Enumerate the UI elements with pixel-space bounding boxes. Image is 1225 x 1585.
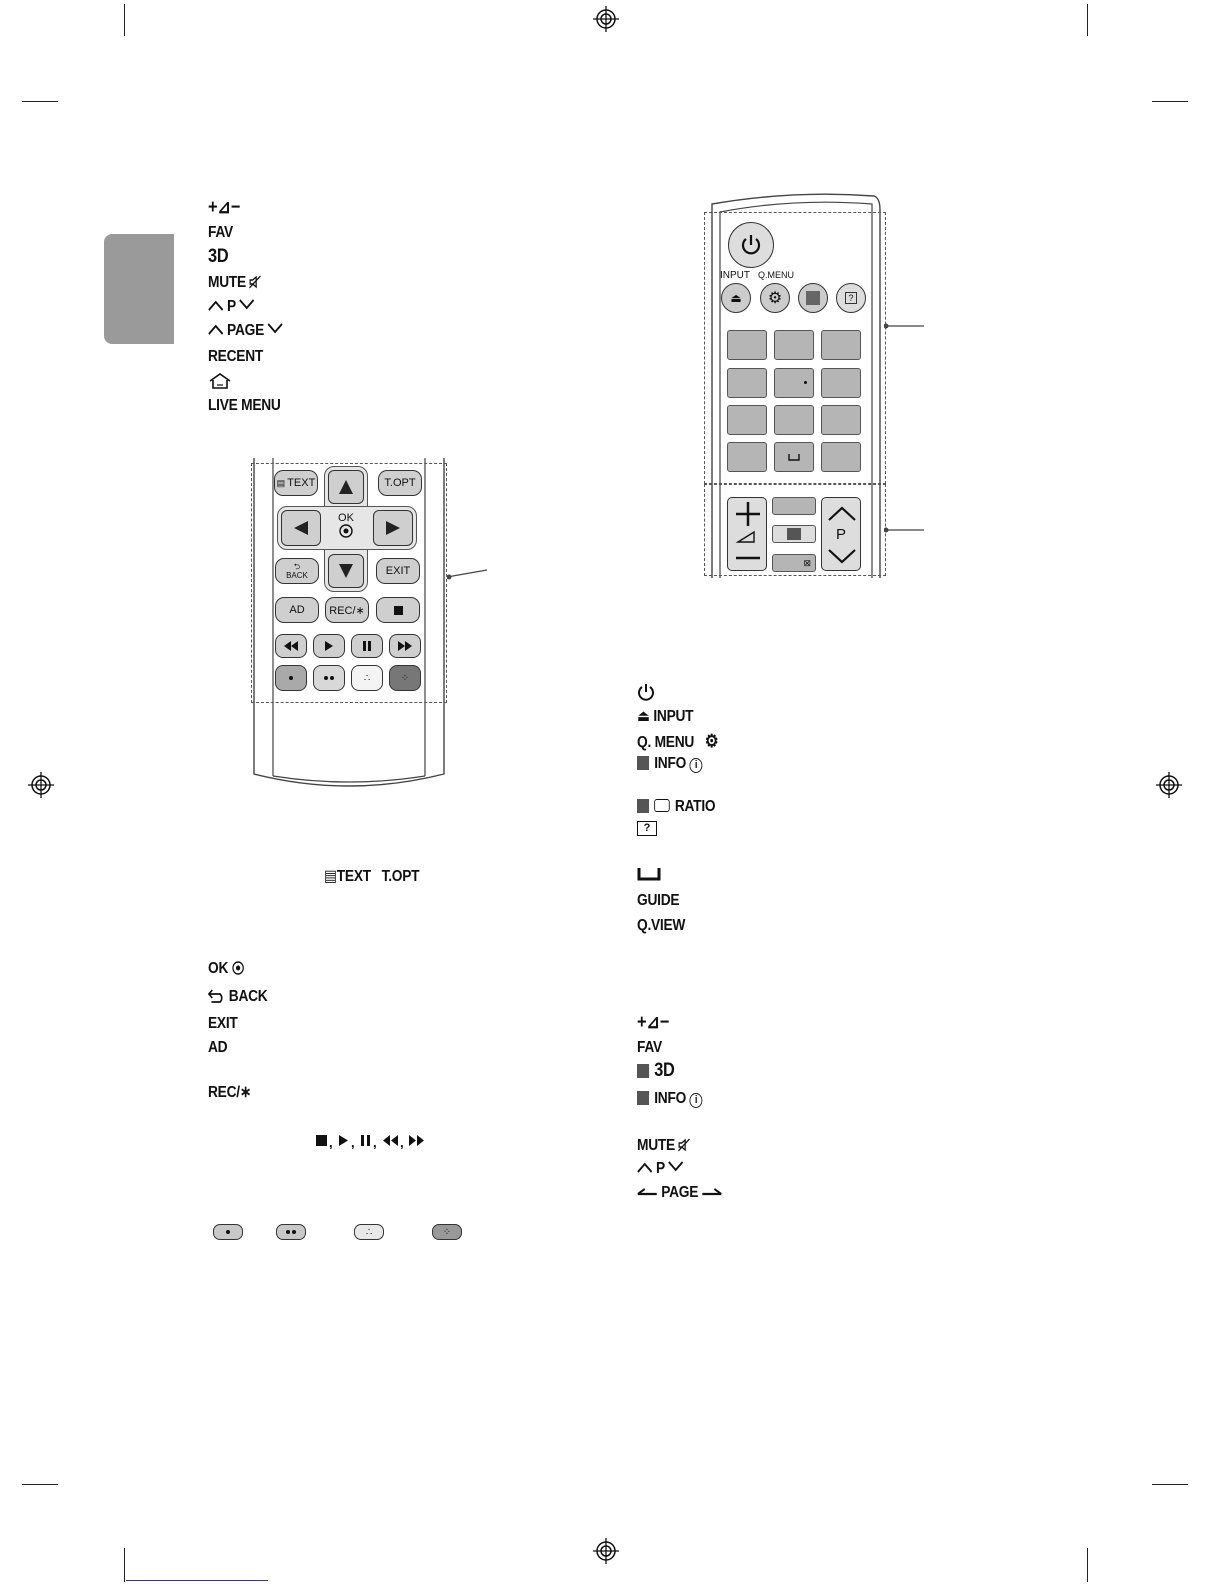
color-square-icon (637, 1091, 649, 1105)
stop-key[interactable] (376, 597, 420, 623)
mute-icon (679, 1138, 691, 1152)
fav-key[interactable] (772, 497, 816, 515)
number-key[interactable] (727, 368, 767, 398)
back-arrow-icon: ⮌ (293, 562, 301, 571)
3d-text: 3D (654, 1060, 675, 1081)
input-key[interactable] (721, 283, 751, 313)
chevron-up-icon (637, 1161, 652, 1173)
rec-key[interactable] (325, 597, 369, 623)
info-label-right (637, 1090, 703, 1108)
exit-key-label: EXIT (385, 565, 411, 577)
svg-text:,: , (373, 1135, 377, 1149)
number-key[interactable] (821, 368, 861, 398)
info-icon: i (690, 1093, 703, 1108)
input-text: INPUT (653, 708, 694, 725)
space-icon (637, 866, 661, 882)
crop-mark (124, 1548, 125, 1582)
crop-mark (22, 101, 58, 102)
ad-key[interactable] (275, 597, 319, 623)
volume-label: +⊿− (208, 197, 241, 218)
program-label-right (637, 1160, 684, 1178)
back-label (208, 988, 268, 1006)
callout-line (884, 320, 924, 330)
volume-label-right: +⊿− (637, 1012, 670, 1033)
crop-mark (124, 4, 125, 36)
play-icon (325, 641, 333, 651)
text-label: TEXT (336, 868, 371, 885)
mute-label-right (637, 1137, 691, 1155)
registration-mark-icon (1156, 772, 1182, 798)
ok-label (208, 960, 244, 978)
page-label (208, 322, 283, 340)
number-key[interactable] (821, 405, 861, 435)
guide-label: GUIDE (637, 892, 680, 909)
qmenu-key[interactable] (760, 283, 790, 313)
topt-label: T.OPT (381, 868, 420, 885)
ok-text: OK (208, 960, 229, 977)
program-rocker[interactable] (821, 497, 861, 571)
3d-label: 3D (208, 246, 229, 267)
pause-key[interactable] (351, 634, 383, 658)
ok-key-label: OK (338, 512, 354, 524)
chevron-up-icon (208, 323, 223, 335)
down-arrow-key[interactable] (328, 554, 364, 588)
page-text: PAGE (227, 322, 265, 339)
input-label (637, 708, 693, 726)
qmenu-caption: Q.MENU (758, 270, 794, 280)
page-right-arrow-icon (702, 1187, 723, 1197)
language-side-tab (104, 234, 174, 344)
back-key[interactable] (275, 558, 319, 584)
input-icon: ⏏ (730, 291, 742, 305)
mute-label (208, 274, 262, 292)
chevron-down-icon (668, 1161, 683, 1173)
number-key[interactable] (727, 330, 767, 360)
qmenu-text: Q. MENU (637, 734, 695, 751)
blue-key-icon: ⁘ (432, 1224, 462, 1240)
pause-icon (363, 641, 371, 651)
page-label-right (637, 1184, 722, 1202)
color-square-key[interactable] (798, 283, 828, 313)
ok-circle-icon (232, 961, 244, 975)
bottom-link-underline (126, 1580, 268, 1581)
program-label (208, 298, 255, 316)
recent-label: RECENT (208, 348, 264, 365)
crop-mark (1152, 101, 1188, 102)
color-square-icon (637, 799, 649, 813)
rewind-icon (284, 641, 298, 651)
triangle-up-icon (338, 479, 354, 495)
chevron-down-icon (239, 299, 254, 311)
volume-icon (728, 498, 768, 572)
ad-key-label: AD (289, 604, 305, 616)
color-square-icon (637, 756, 649, 770)
info-text: INFO (654, 1090, 687, 1107)
back-text: BACK (228, 988, 268, 1005)
info-label (637, 755, 703, 773)
program-p-label: P (836, 526, 847, 543)
mute-key[interactable]: ⊠ (772, 554, 816, 572)
number-key[interactable] (821, 330, 861, 360)
number-key[interactable] (774, 405, 814, 435)
triangle-down-icon (338, 563, 354, 579)
rewind-key[interactable] (275, 634, 307, 658)
volume-rocker[interactable] (727, 497, 767, 571)
right-arrow-key[interactable] (373, 510, 413, 546)
3d-key[interactable] (772, 525, 816, 543)
svg-text:,: , (351, 1135, 355, 1149)
help-book-icon: ? (845, 292, 856, 304)
crop-mark (1087, 4, 1088, 36)
ratio-text: RATIO (674, 798, 716, 815)
back-arrow-icon (208, 989, 225, 1003)
chevron-up-icon (208, 299, 223, 311)
remote-control-lower-illustration (251, 458, 447, 800)
registration-mark-icon (28, 772, 54, 798)
number-key[interactable] (727, 405, 767, 435)
number-key[interactable] (774, 368, 814, 398)
green-color-key[interactable] (313, 665, 345, 691)
number-key[interactable] (774, 330, 814, 360)
help-key[interactable] (836, 283, 866, 313)
ok-key[interactable] (329, 512, 363, 546)
p-text: P (656, 1160, 665, 1177)
crop-mark (22, 1484, 58, 1485)
text-topt-label: ▤TEXT T.OPT (324, 868, 420, 885)
power-icon (637, 683, 655, 701)
input-icon: ⏏ (637, 708, 650, 725)
stop-icon (394, 606, 403, 615)
fav-label-right: FAV (637, 1039, 662, 1056)
power-key[interactable] (728, 222, 774, 268)
help-book-icon: ? (637, 821, 657, 836)
page-left-arrow-icon (637, 1187, 658, 1197)
yellow-color-key[interactable]: ∴ (351, 665, 383, 691)
blue-color-key[interactable]: ⁘ (389, 665, 421, 691)
playback-icons (316, 1133, 436, 1149)
space-icon (788, 453, 800, 461)
crop-mark (1152, 1484, 1188, 1485)
list-key[interactable] (727, 442, 767, 472)
space-key[interactable] (774, 442, 814, 472)
power-icon (739, 233, 763, 257)
home-icon (208, 372, 232, 390)
registration-mark-icon (593, 6, 619, 32)
qview-label: Q.VIEW (637, 917, 686, 934)
callout-line (447, 568, 491, 580)
mute-text: MUTE (637, 1137, 675, 1154)
back-key-label: BACK (286, 571, 308, 580)
play-key[interactable] (313, 634, 345, 658)
mute-text: MUTE (208, 274, 246, 291)
gear-icon: ⚙ (704, 731, 719, 751)
chevron-down-icon (268, 323, 283, 335)
up-arrow-key[interactable] (328, 470, 364, 504)
rec-key-label: REC/∗ (329, 604, 365, 617)
rec-label: REC/∗ (208, 1084, 252, 1101)
crop-mark (1087, 1548, 1088, 1582)
p-text: P (227, 298, 236, 315)
remote-control-upper-illustration (700, 190, 886, 578)
exit-key[interactable] (376, 558, 420, 584)
3d-label-right (637, 1062, 675, 1081)
text-key-label: TEXT (287, 477, 316, 489)
ad-label: AD (208, 1039, 228, 1056)
info-text: INFO (654, 755, 687, 772)
ratio-label (637, 798, 715, 816)
text-key[interactable]: ▤ TEXT (274, 470, 318, 496)
fast-forward-icon (398, 641, 412, 651)
color-square-icon (637, 1064, 649, 1078)
svg-text:,: , (400, 1135, 404, 1149)
ok-circle-icon (339, 524, 353, 538)
live-menu-label: LIVE MENU (208, 397, 281, 414)
red-color-key[interactable] (275, 665, 307, 691)
fast-forward-key[interactable] (389, 634, 421, 658)
triangle-left-icon (293, 520, 309, 536)
fav-label: FAV (208, 224, 233, 241)
mute-icon (250, 275, 262, 289)
left-arrow-key[interactable] (281, 510, 321, 546)
topt-key-label: T.OPT (384, 477, 416, 489)
qview-key[interactable] (821, 442, 861, 472)
registration-mark-icon (593, 1538, 619, 1564)
green-key-icon (276, 1224, 306, 1240)
yellow-key-icon: ∴ (354, 1224, 384, 1240)
gear-icon: ⚙ (767, 290, 783, 307)
exit-label: EXIT (208, 1015, 238, 1032)
svg-text:,: , (329, 1135, 333, 1149)
qmenu-label (637, 732, 718, 752)
info-icon: i (690, 758, 703, 773)
callout-line (884, 524, 924, 534)
page-text: PAGE (661, 1184, 699, 1201)
input-caption: INPUT (720, 270, 750, 281)
ratio-icon (654, 799, 669, 812)
red-key-icon (213, 1224, 243, 1240)
triangle-right-icon (385, 520, 401, 536)
